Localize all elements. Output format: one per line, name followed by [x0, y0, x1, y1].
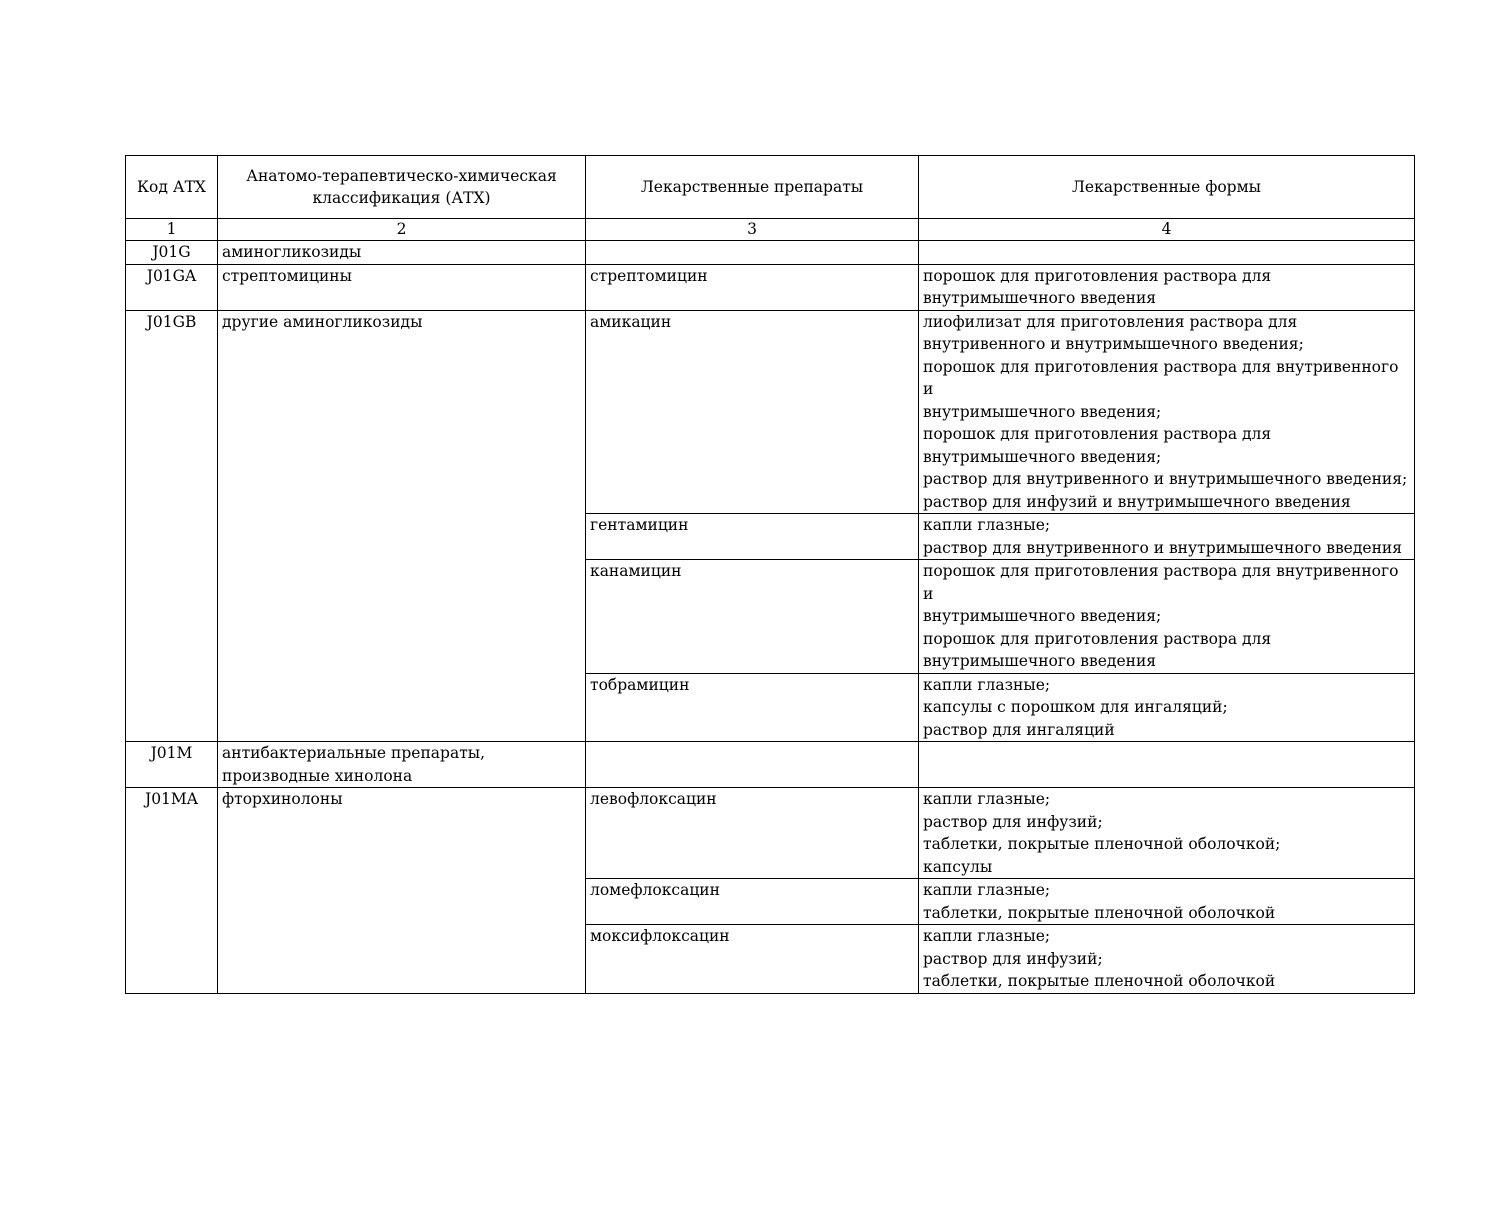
atc-code: J01MA [126, 788, 218, 994]
drug-name: моксифлоксацин [586, 925, 919, 994]
header-atc-code: Код АТХ [126, 156, 218, 219]
column-number: 2 [218, 219, 586, 241]
dosage-forms: капли глазные; раствор для внутривенного и внутримышечного введения [919, 514, 1415, 560]
table-row [126, 264, 1415, 310]
dosage-forms: капли глазные; раствор для инфузий; таблетки, покрытые пленочной оболочкой; капсулы [919, 788, 1415, 879]
drug-name: левофлоксацин [586, 788, 919, 879]
atc-group-name: антибактериальные препараты, производные хинолона [218, 742, 586, 788]
atc-group-name: фторхинолоны [218, 788, 586, 994]
column-number: 4 [919, 219, 1415, 241]
table-row [126, 310, 1415, 514]
atc-group-name: аминогликозиды [218, 241, 586, 265]
table-row [126, 241, 1415, 265]
table-header-row [126, 156, 1415, 219]
atc-code: J01G [126, 241, 218, 265]
drug-name: канамицин [586, 560, 919, 674]
dosage-forms: порошок для приготовления раствора для внутримышечного введения [919, 264, 1415, 310]
dosage-forms: капли глазные; капсулы с порошком для ингаляций; раствор для ингаляций [919, 673, 1415, 742]
atc-group-name: стрептомицины [218, 264, 586, 310]
atc-drug-table [125, 155, 1415, 994]
header-drugs: Лекарственные препараты [586, 156, 919, 219]
atc-code: J01GB [126, 310, 218, 742]
table-row [126, 742, 1415, 788]
header-dosage-forms: Лекарственные формы [919, 156, 1415, 219]
column-number: 3 [586, 219, 919, 241]
drug-name: амикацин [586, 310, 919, 514]
column-number: 1 [126, 219, 218, 241]
table-row [126, 788, 1415, 879]
drug-name: стрептомицин [586, 264, 919, 310]
atc-code: J01M [126, 742, 218, 788]
dosage-forms: капли глазные; таблетки, покрытые пленочной оболочкой [919, 879, 1415, 925]
atc-group-name: другие аминогликозиды [218, 310, 586, 742]
drug-name: ломефлоксацин [586, 879, 919, 925]
drug-name: тобрамицин [586, 673, 919, 742]
header-atc-classification: Анатомо-терапевтическо-химическая классификация (АТХ) [218, 156, 586, 219]
dosage-forms: порошок для приготовления раствора для внутривенного и внутримышечного введения; порошок для приготовления раствора для внутримышечного введения [919, 560, 1415, 674]
dosage-forms [919, 241, 1415, 265]
dosage-forms: лиофилизат для приготовления раствора для внутривенного и внутримышечного введения; порошок для приготовления раствора для внутривенного и внутримышечного введения; порошок для приготовления раствора для внутримышечного введения; раствор для внутривенного и внутримышечного введения; раствор для инфузий и внутримышечного введения [919, 310, 1415, 514]
atc-code: J01GA [126, 264, 218, 310]
drug-name [586, 742, 919, 788]
drug-name: гентамицин [586, 514, 919, 560]
dosage-forms [919, 742, 1415, 788]
dosage-forms: капли глазные; раствор для инфузий; таблетки, покрытые пленочной оболочкой [919, 925, 1415, 994]
drug-name [586, 241, 919, 265]
column-number-row [126, 219, 1415, 241]
